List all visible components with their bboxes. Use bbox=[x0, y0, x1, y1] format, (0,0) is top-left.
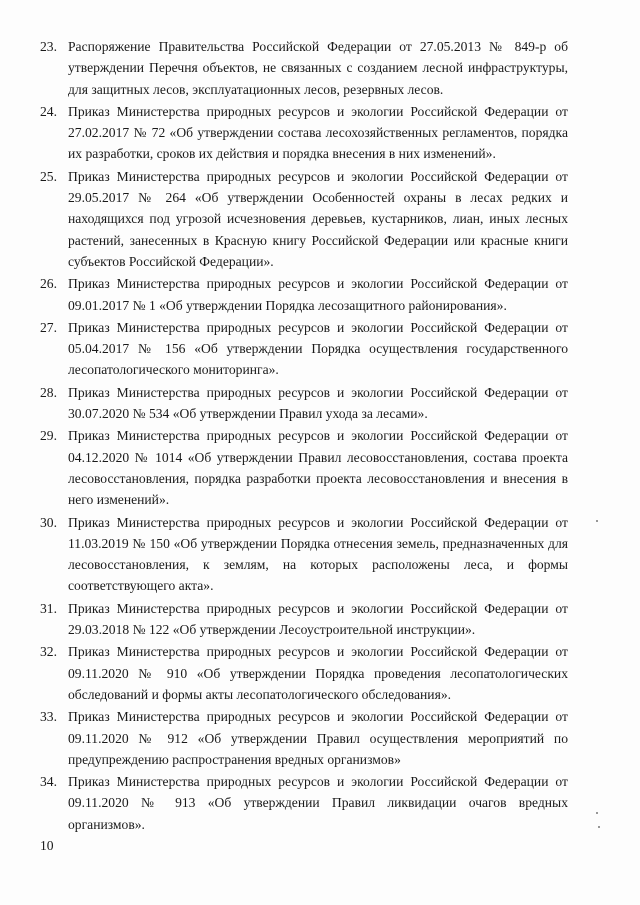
item-number: 32. bbox=[40, 644, 57, 660]
list-item bbox=[40, 273, 568, 316]
item-number: 28. bbox=[40, 384, 57, 400]
scan-speck bbox=[596, 812, 598, 814]
item-text: Приказ Министерства природных ресурсов и экологии Российской Федерации от 09.01.2017 № 1 «Об утверждении Порядка лесозащитного районирования». bbox=[68, 276, 568, 313]
list-item bbox=[40, 36, 568, 100]
list-item bbox=[40, 425, 568, 510]
item-text: Приказ Министерства природных ресурсов и экологии Российской Федерации от 29.05.2017 № 264 «Об утверждении Особенностей охраны в лесах редких и находящихся под угрозой исчезновения деревьев, кустарников, лиан, иных лесных растений, занесенных в Красную книгу Российской Федерации или красные книги субъектов Российской Федерации». bbox=[68, 168, 568, 269]
page-number: 10 bbox=[40, 838, 54, 853]
list-item bbox=[40, 512, 568, 597]
item-number: 26. bbox=[40, 276, 57, 292]
list-item bbox=[40, 598, 568, 641]
scan-speck bbox=[598, 826, 600, 828]
list-item bbox=[40, 101, 568, 165]
list-item bbox=[40, 166, 568, 272]
item-number: 29. bbox=[40, 428, 57, 444]
list-item bbox=[40, 706, 568, 770]
item-number: 23. bbox=[40, 39, 57, 54]
item-text: Приказ Министерства природных ресурсов и экологии Российской Федерации от 29.03.2018 № 122 «Об утверждении Лесоустроительной инструкции». bbox=[68, 600, 568, 638]
item-text: Приказ Министерства природных ресурсов и экологии Российской Федерации от 27.02.2017 № 72 «Об утверждении состава лесохозяйственных регламентов, порядка их разработки, сроков их действия и порядка внесения в них изменений». bbox=[68, 103, 568, 162]
item-text: Приказ Министерства природных ресурсов и экологии Российской Федерации от 09.11.2020 № 913 «Об утверждении Правил ликвидации очагов вредных организмов». bbox=[68, 774, 568, 832]
list-item bbox=[40, 317, 568, 381]
item-text: Приказ Министерства природных ресурсов и экологии Российской Федерации от 04.12.2020 № 1014 «Об утверждении Правил лесовосстановления, состава проекта лесовосстановления, порядка разработки проекта лесовосстановления и внесения в него изменений». bbox=[68, 428, 568, 508]
item-number: 34. bbox=[40, 774, 57, 790]
item-number: 24. bbox=[40, 103, 57, 119]
item-number: 30. bbox=[40, 514, 57, 530]
item-text: Приказ Министерства природных ресурсов и экологии Российской Федерации от 09.11.2020 № 910 «Об утверждении Порядка проведения лесопатологических обследований и формы акты лесопатологического обследования». bbox=[68, 644, 568, 702]
list-item bbox=[40, 641, 568, 705]
list-item bbox=[40, 771, 568, 835]
item-text: Распоряжение Правительства Российской Федерации от 27.05.2013 № 849-р об утверждении Перечня объектов, не связанных с созданием лесной инфраструктуры, для защитных лесов, эксплуатационных лесов, резервных лесов. bbox=[68, 39, 568, 97]
list-item bbox=[40, 382, 568, 425]
item-text: Приказ Министерства природных ресурсов и экологии Российской Федерации от 09.11.2020 № 912 «Об утверждении Правил осуществления мероприятий по предупреждению распространения вредных организмов» bbox=[68, 709, 568, 767]
item-number: 31. bbox=[40, 600, 57, 616]
item-number: 25. bbox=[40, 168, 57, 184]
item-text: Приказ Министерства природных ресурсов и экологии Российской Федерации от 30.07.2020 № 534 «Об утверждении Правил ухода за лесами». bbox=[68, 384, 568, 422]
item-number: 27. bbox=[40, 319, 57, 335]
item-text: Приказ Министерства природных ресурсов и экологии Российской Федерации от 05.04.2017 № 156 «Об утверждении Порядка осуществления государственного лесопатологического мониторинга». bbox=[68, 319, 568, 378]
scan-speck bbox=[596, 520, 598, 522]
item-number: 33. bbox=[40, 709, 57, 725]
item-text: Приказ Министерства природных ресурсов и экологии Российской Федерации от 11.03.2019 № 150 «Об утверждении Порядка отнесения земель, предназначенных для лесовосстановления, к землям, на которых расположены леса, и формы соответствующего акта». bbox=[68, 514, 568, 594]
regulation-list bbox=[40, 36, 568, 836]
